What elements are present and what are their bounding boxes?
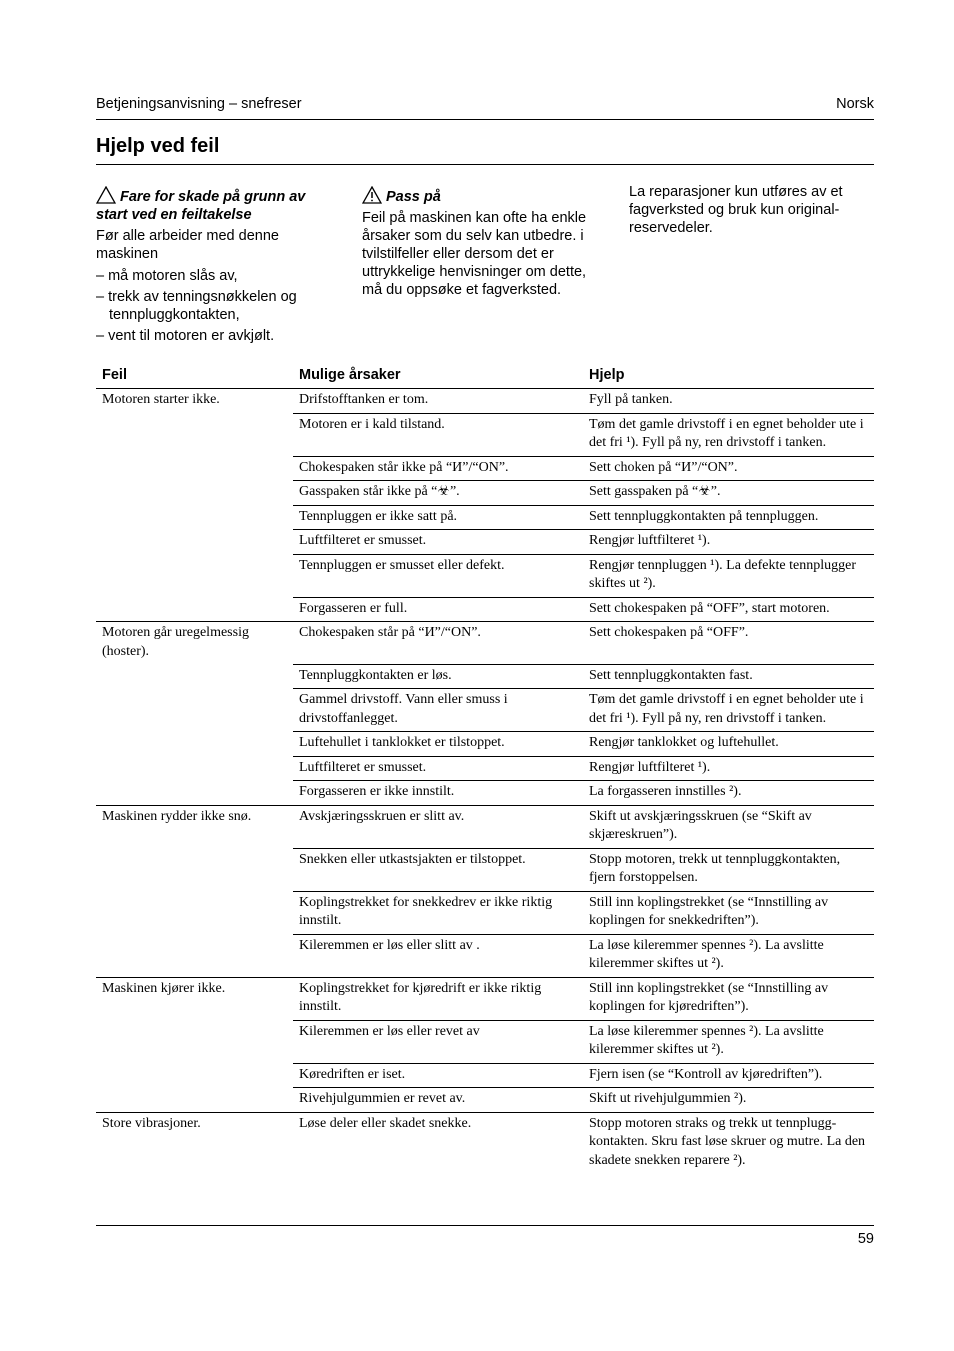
table-row <box>96 805 874 848</box>
table-row <box>96 1063 874 1088</box>
help-cell: Skift ut rivehjulgummien ²). <box>583 1088 874 1113</box>
help-cell: Sett chokespaken på “OFF”, start motoren. <box>583 597 874 622</box>
fault-cell <box>96 781 293 806</box>
help-cell: Stopp motoren straks og trekk ut tennplugg-kontakten. Skru fast løse skruer og mutre. La den skadete snekken reparere ²). <box>583 1112 874 1173</box>
table-row <box>96 732 874 757</box>
cause-cell: Forgasseren er full. <box>293 597 583 622</box>
repair-note-text: La reparasjoner kun utføres av et fagverksted og bruk kun original-reservedeler. <box>629 184 843 236</box>
table-row <box>96 977 874 1020</box>
help-cell: Rengjør luftfilteret ¹). <box>583 756 874 781</box>
table-row <box>96 1088 874 1113</box>
repair-note <box>629 183 869 237</box>
warning-triangle-icon <box>96 186 116 204</box>
fault-cell <box>96 664 293 689</box>
cause-cell: Løse deler eller skadet snekke. <box>293 1112 583 1173</box>
help-cell: Sett gasspaken på “☣”. <box>583 481 874 506</box>
troubleshooting-table <box>96 362 874 1173</box>
fault-cell <box>96 689 293 732</box>
cause-cell: Luftfilteret er smusset. <box>293 530 583 555</box>
caution-note <box>362 186 604 299</box>
fault-cell: Motoren går uregelmessig (hoster). <box>96 622 293 665</box>
cause-cell: Avskjæringsskruen er slitt av. <box>293 805 583 848</box>
table-row <box>96 413 874 456</box>
fault-cell <box>96 530 293 555</box>
help-cell: Tøm det gamle drivstoff i en egnet beholder ute i det fri ¹). Fyll på ny, ren drivstoff i tanken. <box>583 413 874 456</box>
table-row <box>96 689 874 732</box>
table-row <box>96 481 874 506</box>
fault-cell <box>96 413 293 456</box>
header-rule <box>96 119 874 120</box>
fault-cell <box>96 456 293 481</box>
cause-cell: Rivehjulgummien er revet av. <box>293 1088 583 1113</box>
column-header-help: Hjelp <box>583 362 874 389</box>
caution-note-title: Pass på <box>386 189 441 205</box>
cause-cell: Luftfilteret er smusset. <box>293 756 583 781</box>
fault-cell <box>96 481 293 506</box>
column-header-causes: Mulige årsaker <box>293 362 583 389</box>
cause-cell: Gasspaken står ikke på “☣”. <box>293 481 583 506</box>
danger-note-title: Fare for skade på grunn av start ved en feiltakelse <box>96 189 306 223</box>
help-cell: Rengjør tanklokket og luftehullet. <box>583 732 874 757</box>
table-row <box>96 891 874 934</box>
table-row <box>96 505 874 530</box>
help-cell: Fjern isen (se “Kontroll av kjøredriften”). <box>583 1063 874 1088</box>
cause-cell: Koplingstrekket for snekkedrev er ikke riktig innstilt. <box>293 891 583 934</box>
cause-cell: Luftehullet i tanklokket er tilstoppet. <box>293 732 583 757</box>
title-rule <box>96 164 874 165</box>
help-cell: Skift ut avskjæringsskruen (se “Skift av skjæreskruen”). <box>583 805 874 848</box>
fault-cell <box>96 1088 293 1113</box>
table-row <box>96 756 874 781</box>
fault-cell <box>96 891 293 934</box>
fault-cell: Motoren starter ikke. <box>96 389 293 414</box>
cause-cell: Motoren er i kald tilstand. <box>293 413 583 456</box>
fault-cell <box>96 505 293 530</box>
fault-cell <box>96 597 293 622</box>
danger-note <box>96 186 326 345</box>
table-row <box>96 530 874 555</box>
cause-cell: Chokespaken står ikke på “И”/“ON”. <box>293 456 583 481</box>
table-row <box>96 597 874 622</box>
page-title: Hjelp ved feil <box>96 135 220 157</box>
fault-cell <box>96 934 293 977</box>
table-row <box>96 1112 874 1173</box>
cause-cell: Koplingstrekket for kjøredrift er ikke riktig innstilt. <box>293 977 583 1020</box>
help-cell: Sett tennpluggkontakten fast. <box>583 664 874 689</box>
table-row <box>96 1020 874 1063</box>
cause-cell: Kileremmen er løs eller revet av <box>293 1020 583 1063</box>
fault-cell <box>96 554 293 597</box>
help-cell: La løse kileremmer spennes ²). La avslitte kileremmer skiftes ut ²). <box>583 1020 874 1063</box>
table-row <box>96 934 874 977</box>
cause-cell: Tennpluggen er ikke satt på. <box>293 505 583 530</box>
column-header-fault: Feil <box>96 362 293 389</box>
table-row <box>96 848 874 891</box>
fault-cell <box>96 756 293 781</box>
footer-rule <box>96 1225 874 1226</box>
fault-cell: Maskinen kjører ikke. <box>96 977 293 1020</box>
cause-cell: Tennpluggkontakten er løs. <box>293 664 583 689</box>
cause-cell: Gammel drivstoff. Vann eller smuss i drivstoffanlegget. <box>293 689 583 732</box>
table-row <box>96 622 874 665</box>
cause-cell: Forgasseren er ikke innstilt. <box>293 781 583 806</box>
danger-note-item: – vent til motoren er avkjølt. <box>96 328 275 344</box>
help-cell: Rengjør tennpluggen ¹). La defekte tennplugger skiftes ut ²). <box>583 554 874 597</box>
cause-cell: Snekken eller utkastsjakten er tilstoppet. <box>293 848 583 891</box>
help-cell: Stopp motoren, trekk ut tennpluggkontakten, fjern forstoppelsen. <box>583 848 874 891</box>
caution-note-text: Feil på maskinen kan ofte ha enkle årsaker som du selv kan utbedre. i tvilstilfeller eller dersom det er uttrykkelige henvisninger om dette, må du oppsøke et fagverksted. <box>362 210 587 298</box>
caution-triangle-icon <box>362 186 382 204</box>
cause-cell: Tennpluggen er smusset eller defekt. <box>293 554 583 597</box>
page-number: 59 <box>857 1231 874 1247</box>
table-row <box>96 781 874 806</box>
table-row <box>96 664 874 689</box>
help-cell: Sett tennpluggkontakten på tennpluggen. <box>583 505 874 530</box>
cause-cell: Drifstofftanken er tom. <box>293 389 583 414</box>
fault-cell <box>96 1020 293 1063</box>
danger-note-item: – må motoren slås av, <box>96 268 238 284</box>
fault-cell: Store vibrasjoner. <box>96 1112 293 1173</box>
table-row <box>96 554 874 597</box>
help-cell: Sett chokespaken på “OFF”. <box>583 622 874 665</box>
cause-cell: Kileremmen er løs eller slitt av . <box>293 934 583 977</box>
fault-cell: Maskinen rydder ikke snø. <box>96 805 293 848</box>
table-row <box>96 456 874 481</box>
table-header-row <box>96 362 874 389</box>
fault-cell <box>96 732 293 757</box>
help-cell: Still inn koplingstrekket (se “Innstilling av koplingen for kjøredriften”). <box>583 977 874 1020</box>
table-row <box>96 389 874 414</box>
fault-cell <box>96 848 293 891</box>
help-cell: Tøm det gamle drivstoff i en egnet beholder ute i det fri ¹). Fyll på ny, ren drivstoff i tanken. <box>583 689 874 732</box>
help-cell: La løse kileremmer spennes ²). La avslitte kileremmer skiftes ut ²). <box>583 934 874 977</box>
help-cell: Sett choken på “И”/“ON”. <box>583 456 874 481</box>
fault-cell <box>96 1063 293 1088</box>
cause-cell: Køredriften er iset. <box>293 1063 583 1088</box>
danger-note-intro: Før alle arbeider med denne maskinen <box>96 228 279 262</box>
danger-note-item: – trekk av tenningsnøkkelen og tennpluggkontakten, <box>96 289 297 323</box>
help-cell: Still inn koplingstrekket (se “Innstilling av koplingen for snekkedriften”). <box>583 891 874 934</box>
help-cell: Fyll på tanken. <box>583 389 874 414</box>
help-cell: Rengjør luftfilteret ¹). <box>583 530 874 555</box>
cause-cell: Chokespaken står på “И”/“ON”. <box>293 622 583 665</box>
running-header-title: Betjeningsanvisning – snefreser <box>96 96 302 112</box>
help-cell: La forgasseren innstilles ²). <box>583 781 874 806</box>
running-header-language: Norsk <box>836 96 874 112</box>
